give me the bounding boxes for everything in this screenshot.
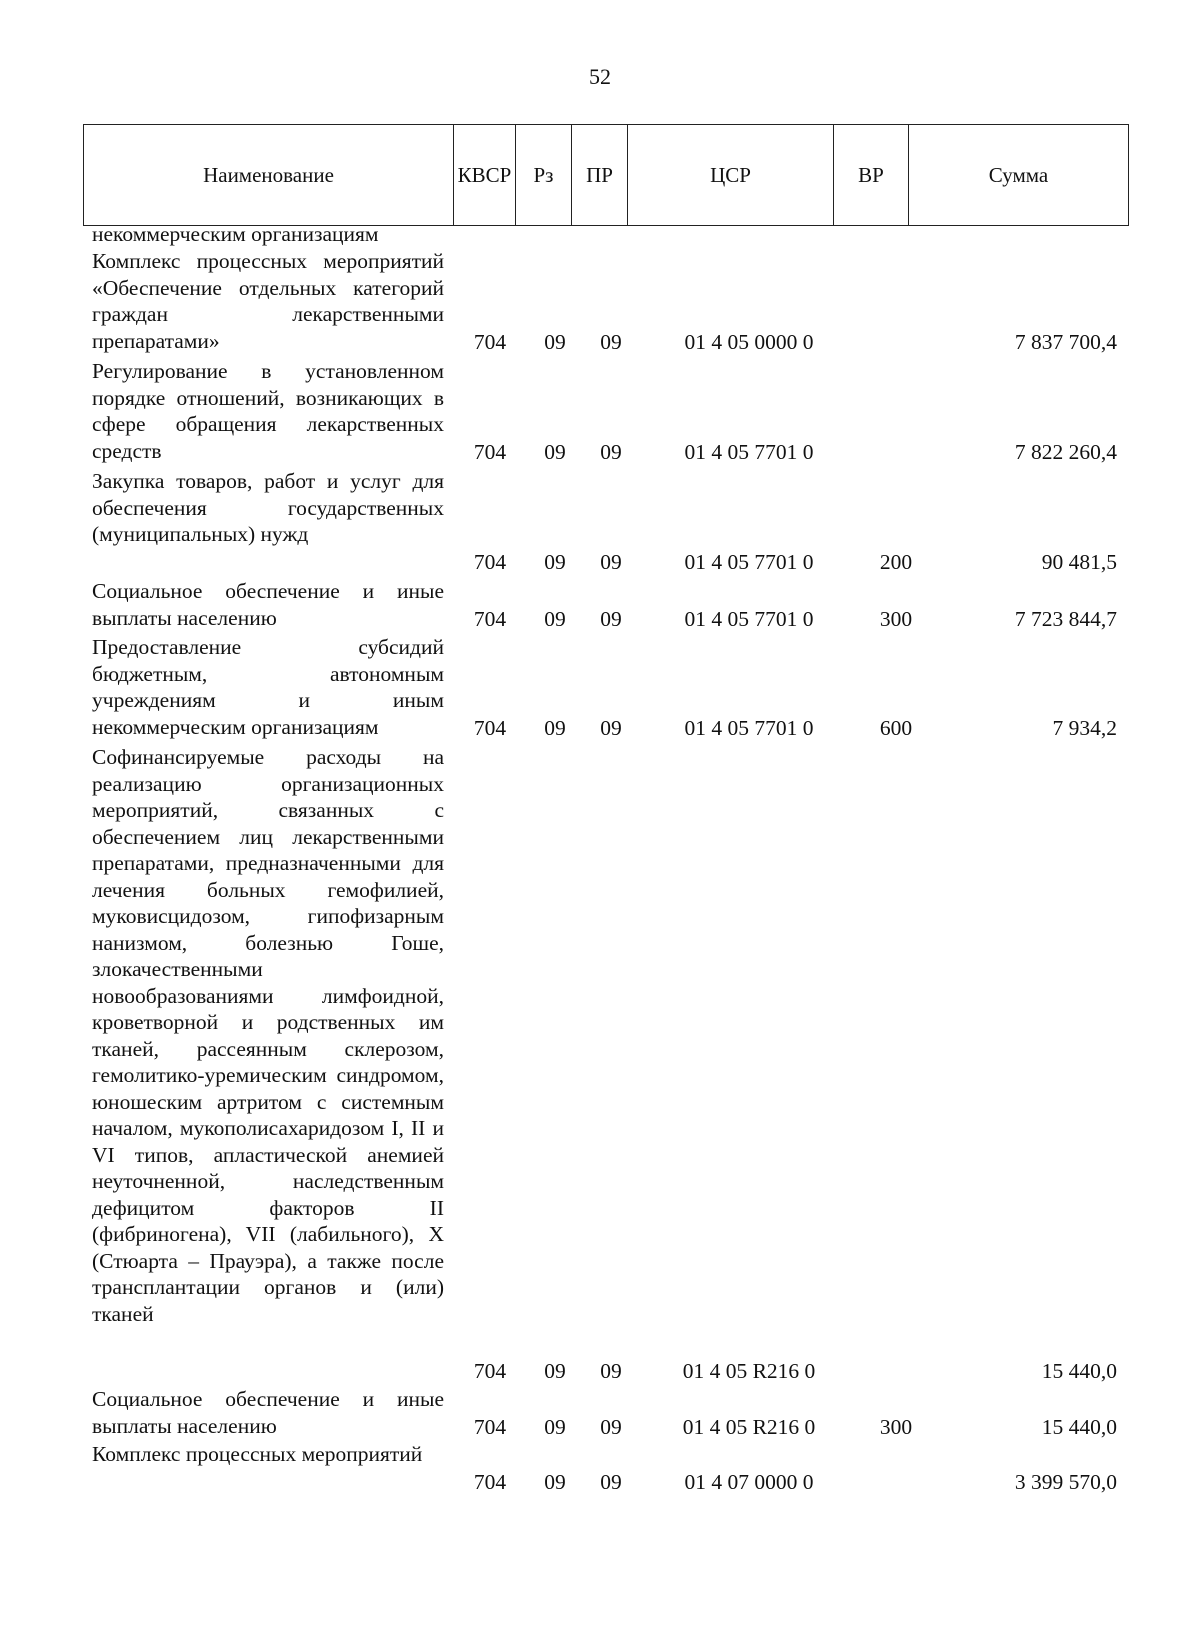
row-name: Комплекс процессных мероприятий «Обеспечение отдельных категорий граждан лекарственными препаратами» <box>92 249 444 353</box>
row-rz: 09 <box>544 549 566 574</box>
table-row <box>0 1386 1200 1440</box>
row-csr: 01 4 05 7701 0 <box>684 606 814 631</box>
row-rz: 09 <box>544 1414 566 1439</box>
row-sum: 90 481,5 <box>1041 549 1117 574</box>
row-kvsr: 704 <box>473 1358 507 1383</box>
table-header <box>83 124 1129 226</box>
row-name: некоммерческим организациям <box>92 222 379 246</box>
header-rz: Рз <box>516 125 572 226</box>
table-row <box>0 744 1200 1384</box>
row-sum: 3 399 570,0 <box>1014 1469 1117 1494</box>
table-row <box>0 578 1200 632</box>
row-rz: 09 <box>544 439 566 464</box>
row-sum: 15 440,0 <box>1041 1358 1117 1383</box>
row-pr: 09 <box>600 606 622 631</box>
table-row <box>0 221 1200 248</box>
row-pr: 09 <box>600 715 622 740</box>
row-csr: 01 4 05 7701 0 <box>684 715 814 740</box>
table-row <box>0 1441 1200 1495</box>
row-csr: 01 4 05 7701 0 <box>684 439 814 464</box>
row-sum: 15 440,0 <box>1041 1414 1117 1439</box>
row-pr: 09 <box>600 329 622 354</box>
row-csr: 01 4 05 R216 0 <box>682 1414 816 1439</box>
row-pr: 09 <box>600 439 622 464</box>
row-pr: 09 <box>600 549 622 574</box>
row-kvsr: 704 <box>473 549 507 574</box>
row-csr: 01 4 05 7701 0 <box>684 549 814 574</box>
table-row <box>0 248 1200 355</box>
row-name: Предоставление субсидий бюджетным, автономным учреждениям и иным некоммерческим организациям <box>92 635 444 739</box>
row-csr: 01 4 05 R216 0 <box>682 1358 816 1383</box>
row-kvsr: 704 <box>473 329 507 354</box>
header-sum: Сумма <box>909 125 1129 226</box>
row-name: Закупка товаров, работ и услуг для обеспечения государственных (муниципальных) нужд <box>92 469 444 546</box>
row-vr: 300 <box>879 1414 913 1439</box>
row-sum: 7 822 260,4 <box>1014 439 1117 464</box>
row-rz: 09 <box>544 606 566 631</box>
row-name: Комплекс процессных мероприятий <box>92 1442 423 1466</box>
row-kvsr: 704 <box>473 715 507 740</box>
header-kvsr: КВСР <box>454 125 516 226</box>
page-number: 52 <box>589 64 611 89</box>
row-csr: 01 4 07 0000 0 <box>684 1469 814 1494</box>
header-vr: ВР <box>834 125 909 226</box>
row-pr: 09 <box>600 1469 622 1494</box>
row-kvsr: 704 <box>473 1469 507 1494</box>
row-vr: 200 <box>879 549 913 574</box>
row-kvsr: 704 <box>473 1414 507 1439</box>
header-csr: ЦСР <box>628 125 834 226</box>
table-row <box>0 634 1200 741</box>
table-row <box>0 468 1200 575</box>
row-name: Социальное обеспечение и иные выплаты населению <box>92 1387 444 1438</box>
row-rz: 09 <box>544 1469 566 1494</box>
header-name: Наименование <box>84 125 454 226</box>
row-sum: 7 723 844,7 <box>1014 606 1117 631</box>
header-pr: ПР <box>572 125 628 226</box>
row-sum: 7 934,2 <box>1052 715 1117 740</box>
row-name: Регулирование в установленном порядке отношений, возникающих в сфере обращения лекарственных средств <box>92 359 444 463</box>
row-vr: 300 <box>879 606 913 631</box>
row-vr: 600 <box>879 715 913 740</box>
row-sum: 7 837 700,4 <box>1014 329 1117 354</box>
row-name: Социальное обеспечение и иные выплаты населению <box>92 579 444 630</box>
row-csr: 01 4 05 0000 0 <box>684 329 814 354</box>
row-name: Софинансируемые расходы на реализацию организационных мероприятий, связанных с обеспечением лиц лекарственными препаратами, предназначенными для лечения больных гемофилией, муковисцидозом, гипофизарным нанизмом, болезнью Гоше, злокачественными новообразованиями лимфоидной, кроветворной и родственных им тканей, рассеянным склерозом, гемолитико-уремическим синдромом, юношеским артритом с системным началом, мукополисахаридозом I, II и VI типов, апластической анемией неуточненной, наследственным дефицитом факторов II (фибриногена), VII (лабильного), X (Стюарта – Прауэра), а также после трансплантации органов и (или) тканей <box>92 745 444 1326</box>
row-rz: 09 <box>544 1358 566 1383</box>
row-kvsr: 704 <box>473 606 507 631</box>
table-row <box>0 358 1200 465</box>
row-rz: 09 <box>544 715 566 740</box>
row-pr: 09 <box>600 1414 622 1439</box>
row-pr: 09 <box>600 1358 622 1383</box>
row-kvsr: 704 <box>473 439 507 464</box>
row-rz: 09 <box>544 329 566 354</box>
